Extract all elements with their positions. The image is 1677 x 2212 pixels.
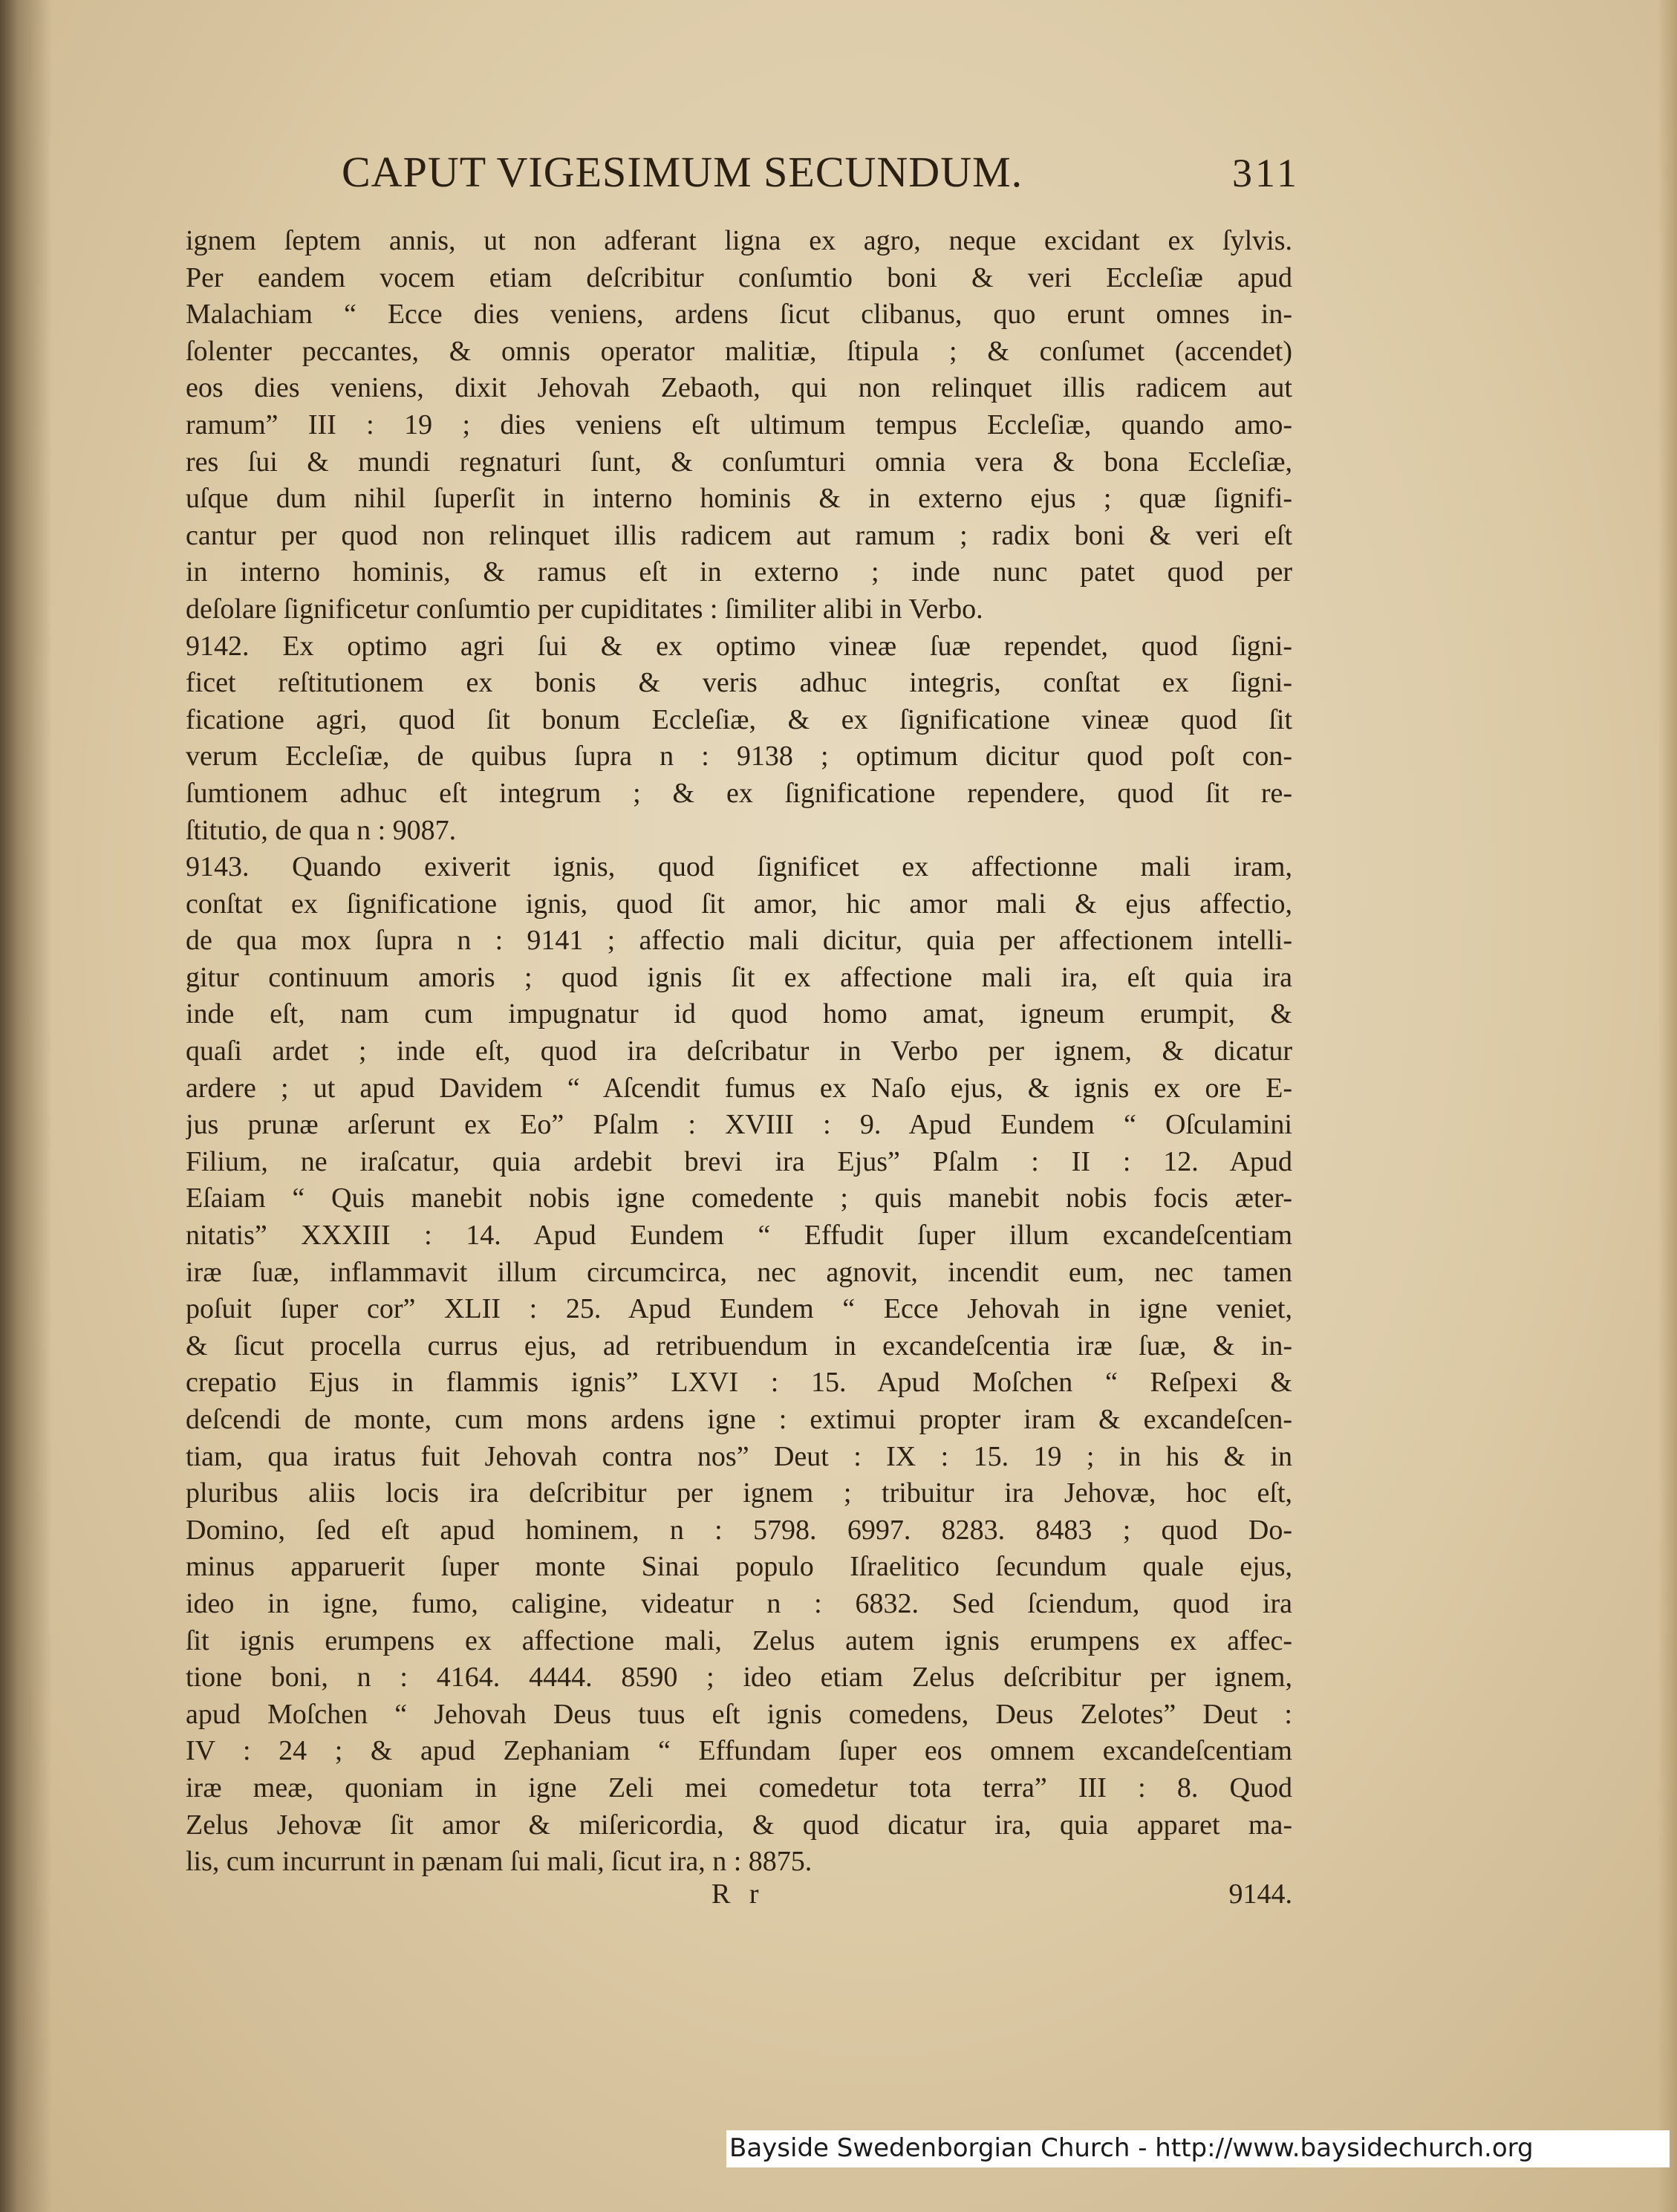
text-line: Zelus Jehovæ ſit amor & miſericordia, & quod dicatur ira, quia apparet ma- (186, 1809, 1292, 1841)
text-line: apud Moſchen “ Jehovah Deus tuus eſt ignis comedens, Deus Zelotes” Deut : (186, 1698, 1292, 1730)
text-line: quaſi ardet ; inde eſt, quod ira deſcribatur in Verbo per ignem, & dicatur (186, 1035, 1292, 1067)
watermark-text: Bayside Swedenborgian Church - http://www.baysidechurch.org (729, 2133, 1534, 2163)
text-line: poſuit ſuper cor” XLII : 25. Apud Eundem “ Ecce Jehovah in igne veniet, (186, 1293, 1292, 1325)
text-line: Malachiam “ Ecce dies veniens, ardens ſicut clibanus, quo erunt omnes in- (186, 299, 1292, 331)
text-line: lis, cum incurrunt in pænam ſui mali, ſicut ira, n : 8875. (186, 1846, 813, 1878)
running-title: CAPUT VIGESIMUM SECUNDUM. (342, 148, 1023, 196)
text-line: Per eandem vocem etiam deſcribitur conſumtio boni & veri Eccleſiæ apud (186, 261, 1292, 293)
spine-shadow (0, 0, 52, 2212)
text-line: conſtat ex ſignificatione ignis, quod ſit amor, hic amor mali & ejus affectio, (186, 888, 1292, 920)
text-line: Domino, ſed eſt apud hominem, n : 5798. 6997. 8283. 8483 ; quod Do- (186, 1514, 1292, 1546)
text-line: tione boni, n : 4164. 4444. 8590 ; ideo etiam Zelus deſcribitur per ignem, (186, 1662, 1292, 1694)
catchword: 9144. (1228, 1878, 1292, 1910)
text-line: Filium, ne iraſcatur, quia ardebit brevi ira Ejus” Pſalm : II : 12. Apud (186, 1145, 1292, 1177)
text-line: ficatione agri, quod ſit bonum Eccleſiæ, & ex ſignificatione vineæ quod ſit (186, 703, 1292, 735)
text-line: gitur continuum amoris ; quod ignis ſit ex affectione mali ira, eſt quia ira (186, 961, 1292, 993)
text-line: jus prunæ arſerunt ex Eo” Pſalm : XVIII : 9. Apud Eundem “ Oſculamini (186, 1109, 1292, 1141)
text-line: ſit ignis erumpens ex affectione mali, Zelus autem ignis erumpens ex affec- (186, 1624, 1292, 1656)
text-line: de qua mox ſupra n : 9141 ; affectio mali dicitur, quia per affectionem intelli- (186, 925, 1292, 957)
text-line: ignem ſeptem annis, ut non adferant ligna ex agro, neque excidant ex ſylvis. (186, 225, 1292, 256)
signature-mark: R r (711, 1878, 765, 1910)
text-line: tiam, qua iratus fuit Jehovah contra nos” Deut : IX : 15. 19 ; in his & in (186, 1440, 1292, 1472)
text-line: ſtitutio, de qua n : 9087. (186, 814, 457, 846)
text-line: uſque dum nihil ſuperſit in interno hominis & in externo ejus ; quæ ſignifi- (186, 483, 1292, 515)
body-text (186, 223, 1292, 1881)
text-line: deſcendi de monte, cum mons ardens igne : extimui propter iram & excandeſcen- (186, 1404, 1292, 1435)
text-line: nitatis” XXXIII : 14. Apud Eundem “ Effudit ſuper illum excandeſcentiam (186, 1220, 1292, 1252)
text-line: eos dies veniens, dixit Jehovah Zebaoth, qui non relinquet illis radicem aut (186, 372, 1292, 404)
text-line: ideo in igne, fumo, caligine, videatur n : 6832. Sed ſciendum, quod ira (186, 1587, 1292, 1619)
text-line: deſolare ſignificetur conſumtio per cupiditates : ſimiliter alibi in Verbo. (186, 593, 983, 625)
text-line: in interno hominis, & ramus eſt in externo ; inde nunc patet quod per (186, 556, 1292, 588)
text-line: & ſicut procella currus ejus, ad retribuendum in excandeſcentia iræ ſuæ, & in- (186, 1330, 1292, 1362)
text-line: IV : 24 ; & apud Zephaniam “ Effundam ſuper eos omnem excandeſcentiam (186, 1735, 1292, 1767)
text-line: ſolenter peccantes, & omnis operator malitiæ, ſtipula ; & conſumet (accendet) (186, 335, 1292, 367)
text-line: crepatio Ejus in flammis ignis” LXVI : 15. Apud Moſchen “ Reſpexi & (186, 1367, 1292, 1399)
page-number: 311 (1232, 151, 1300, 195)
text-line: ramum” III : 19 ; dies veniens eſt ultimum tempus Eccleſiæ, quando amo- (186, 409, 1292, 440)
text-line: cantur per quod non relinquet illis radicem aut ramum ; radix boni & veri eſt (186, 519, 1292, 551)
text-line: minus apparuerit ſuper monte Sinai populo Iſraelitico ſecundum quale ejus, (186, 1551, 1292, 1583)
page-edge (1658, 0, 1677, 2212)
text-line: Eſaiam “ Quis manebit nobis igne comedente ; quis manebit nobis focis æter- (186, 1183, 1292, 1214)
text-line: 9142. Ex optimo agri ſui & ex optimo vineæ ſuæ rependet, quod ſigni- (186, 630, 1292, 662)
page-header (342, 147, 1300, 206)
text-line: verum Eccleſiæ, de quibus ſupra n : 9138 ; optimum dicitur quod poſt con- (186, 741, 1292, 772)
text-line: ficet reſtitutionem ex bonis & veris adhuc integris, conſtat ex ſigni- (186, 667, 1292, 699)
text-line: pluribus aliis locis ira deſcribitur per ignem ; tribuitur ira Jehovæ, hoc eſt, (186, 1477, 1292, 1509)
text-line: ardere ; ut apud Davidem “ Aſcendit fumus ex Naſo ejus, & ignis ex ore E- (186, 1072, 1292, 1104)
text-line: 9143. Quando exiverit ignis, quod ſignificet ex affectionne mali iram, (186, 851, 1292, 883)
text-line: inde eſt, nam cum impugnatur id quod homo amat, igneum erumpit, & (186, 998, 1292, 1030)
text-line: iræ meæ, quoniam in igne Zeli mei comedetur tota terra” III : 8. Quod (186, 1772, 1292, 1803)
text-line: res ſui & mundi regnaturi ſunt, & conſumturi omnia vera & bona Eccleſiæ, (186, 446, 1292, 478)
watermark-banner (726, 2130, 1670, 2167)
text-line: ſumtionem adhuc eſt integrum ; & ex ſignificatione rependere, quod ſit re- (186, 777, 1292, 809)
text-line: iræ ſuæ, inflammavit illum circumcirca, nec agnovit, incendit eum, nec tamen (186, 1256, 1292, 1288)
page-footer (186, 1878, 1292, 1915)
